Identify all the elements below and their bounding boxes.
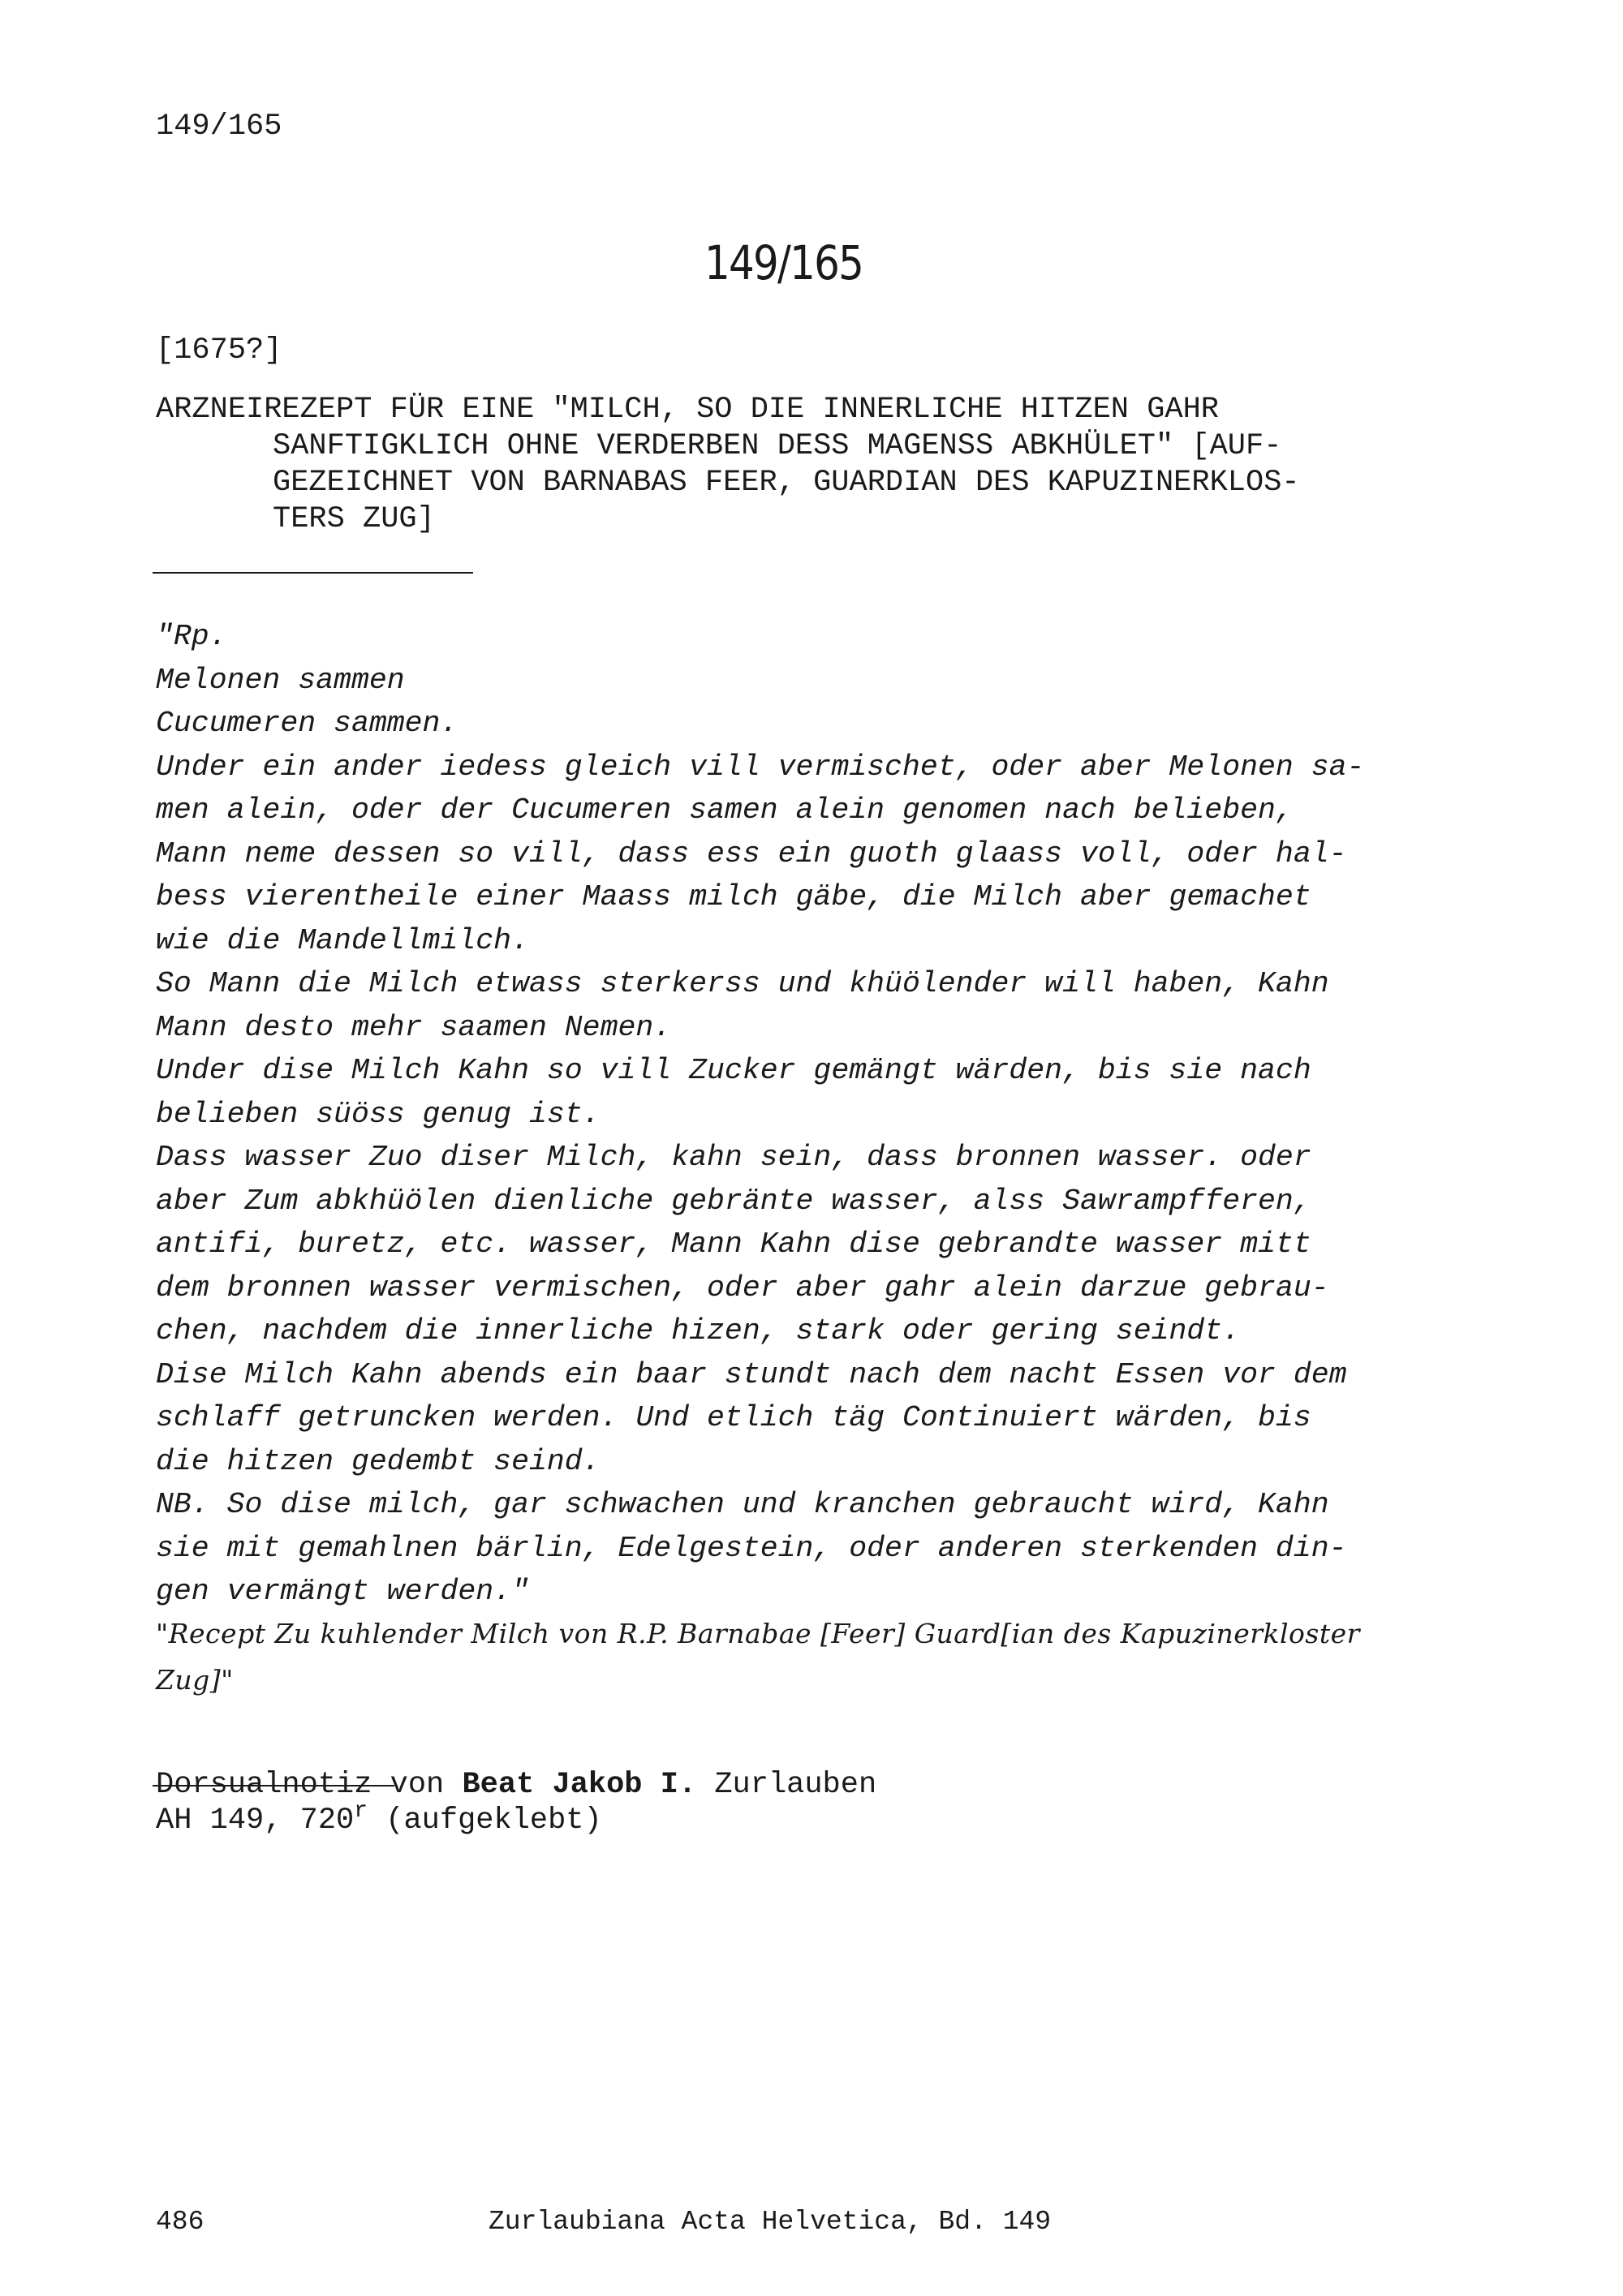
dorsal-note-suffix: Zurlauben [696,1768,877,1802]
handwritten-note-line: "Recept Zu kuhlender Milch von R.P. Barnabae [Feer] Guard[ian des Kapuzinerkloster [156,1618,1360,1649]
transcription-line: die hitzen gedembt seind. [156,1444,601,1478]
transcription-line: NB. So dise milch, gar schwachen und kranchen gebraucht wird, Kahn [156,1488,1329,1521]
transcription-line: Under ein ander iedess gleich vill vermischet, oder aber Melonen sa- [156,750,1365,784]
transcription-line: aber Zum abkhüölen dienliche gebränte wasser, alss Sawrampfferen, [156,1184,1311,1218]
footer-page-number: 486 [156,2207,204,2237]
transcription-line: Dass wasser Zuo diser Milch, kahn sein, dass bronnen wasser. oder [156,1141,1311,1174]
transcription-line: So Mann die Milch etwass sterkerss und khüölender will haben, Kahn [156,967,1329,1000]
transcription-line: antifi, buretz, etc. wasser, Mann Kahn dise gebrandte wasser mitt [156,1228,1311,1261]
transcription-line: sie mit gemahlnen bärlin, Edelgestein, oder anderen sterkenden din- [156,1531,1347,1565]
transcription-line: bess vierentheile einer Maass milch gäbe, die Milch aber gemachet [156,880,1311,914]
recto-superscript: r [354,1799,368,1824]
transcription-line: schlaff getruncken werden. Und etlich täg Continuiert wärden, bis [156,1401,1311,1434]
transcription-line: Mann desto mehr saamen Nemen. [156,1010,672,1044]
transcription-line: dem bronnen wasser vermischen, oder aber gahr alein darzue gebrau- [156,1271,1329,1305]
document-date: [1675?] [156,333,282,368]
document-title [156,392,1422,538]
transcription-line: "Rp. [156,620,227,653]
transcription-line: Dise Milch Kahn abends ein baar stundt nach dem nacht Essen vor dem [156,1357,1347,1391]
footer-series-title: Zurlaubiana Acta Helvetica, Bd. 149 [489,2207,1052,2237]
running-header: 149/165 [156,110,282,144]
dorsal-note-prefix: Dorsualnotiz von [156,1768,463,1802]
document-title-line: ARZNEIREZEPT FÜR EINE "MILCH, SO DIE INNERLICHE HITZEN GAHR [156,393,1220,427]
document-title-line: SANFTIGKLICH OHNE VERDERBEN DESS MAGENSS ABKHÜLET" [AUF- [273,429,1282,463]
archive-reference: AH 149, 720 [156,1804,355,1838]
archive-source [156,1799,602,1838]
document-title-line: TERS ZUG] [273,502,435,536]
divider-rule [153,572,473,574]
transcription-line: Cucumeren sammen. [156,707,458,740]
transcription-line: chen, nachdem die innerliche hizen, stark oder gering seindt. [156,1314,1241,1348]
page-title: 149/165 [704,235,863,290]
dorsal-note-author: Beat Jakob I. [462,1768,697,1802]
handwritten-note [156,1610,1454,1703]
transcription-line: belieben süöss genug ist. [156,1097,601,1131]
document-title-line: GEZEICHNET VON BARNABAS FEER, GUARDIAN DES KAPUZINERKLOS- [273,466,1300,500]
transcription-line: men alein, oder der Cucumeren samen alein genomen nach belieben, [156,793,1294,827]
handwritten-note-line: Zug]" [156,1664,234,1696]
transcription-line: Melonen sammen [156,663,405,697]
dorsal-note [156,1767,876,1803]
transcription-line: Under dise Milch Kahn so vill Zucker gemängt wärden, bis sie nach [156,1054,1311,1087]
transcription-line: Mann neme dessen so vill, dass ess ein guoth glaass voll, oder hal- [156,836,1347,871]
transcription-body [156,615,1454,1614]
archive-source-suffix: (aufgeklebt) [368,1804,602,1838]
transcription-line: gen vermängt werden." [156,1575,529,1608]
transcription-line: wie die Mandellmilch. [156,923,529,957]
